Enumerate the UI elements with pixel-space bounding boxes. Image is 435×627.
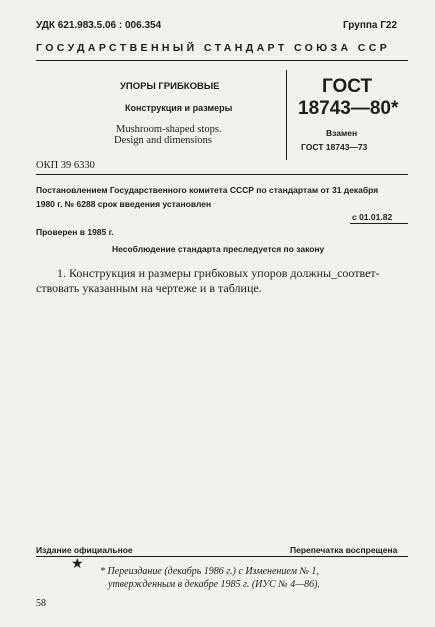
paragraph-1-line1: 1. Конструкция и размеры грибковых упоров должны_соответ-: [57, 266, 380, 280]
group-code: Группа Г22: [343, 20, 398, 31]
footnote-line2: утвержденным в декабре 1985 г. (ИУС № 4—86).: [108, 579, 320, 590]
official-edition: Издание официальное: [36, 545, 133, 555]
replaces-value: ГОСТ 18743—73: [301, 142, 368, 152]
title-ru: УПОРЫ ГРИБКОВЫЕ: [120, 81, 220, 92]
gost-number: 18743—80*: [298, 98, 399, 119]
page-number: 58: [36, 598, 46, 609]
decree-line2: 1980 г. № 6288 срок введения установлен: [36, 199, 212, 209]
star-icon: ★: [71, 557, 84, 572]
decree-date: с 01.01.82: [352, 212, 393, 222]
okp-rule: [36, 174, 408, 175]
title-en-line2: Design and dimensions: [114, 135, 212, 146]
state-standard-banner: ГОСУДАРСТВЕННЫЙ СТАНДАРТ СОЮЗА ССР: [36, 42, 391, 54]
okp-code: ОКП 39 6330: [36, 160, 95, 171]
title-en-line1: Mushroom-shaped stops.: [116, 124, 222, 135]
paragraph-1-line2: ствовать указанным на чертеже и в таблице.: [36, 281, 262, 295]
gost-label: ГОСТ: [322, 76, 373, 97]
decree-date-rule: [350, 223, 408, 224]
footnote-line1: * Переиздание (декабрь 1986 г.) с Изменением № 1,: [100, 566, 319, 577]
checked-year: Проверен в 1985 г.: [36, 227, 114, 237]
title-divider: [286, 70, 287, 160]
subtitle-ru: Конструкция и размеры: [125, 103, 233, 113]
violation-notice: Несоблюдение стандарта преследуется по закону: [112, 244, 325, 254]
header-rule: [36, 60, 408, 61]
replaces-label: Взамен: [326, 128, 358, 138]
udk-code: УДК 621.983.5.06 : 006.354: [36, 20, 162, 31]
decree-line1: Постановлением Государственного комитета СССР по стандартам от 31 декабря: [36, 185, 379, 195]
footer-rule: [36, 556, 408, 557]
reprint-prohibited: Перепечатка воспрещена: [290, 545, 398, 555]
